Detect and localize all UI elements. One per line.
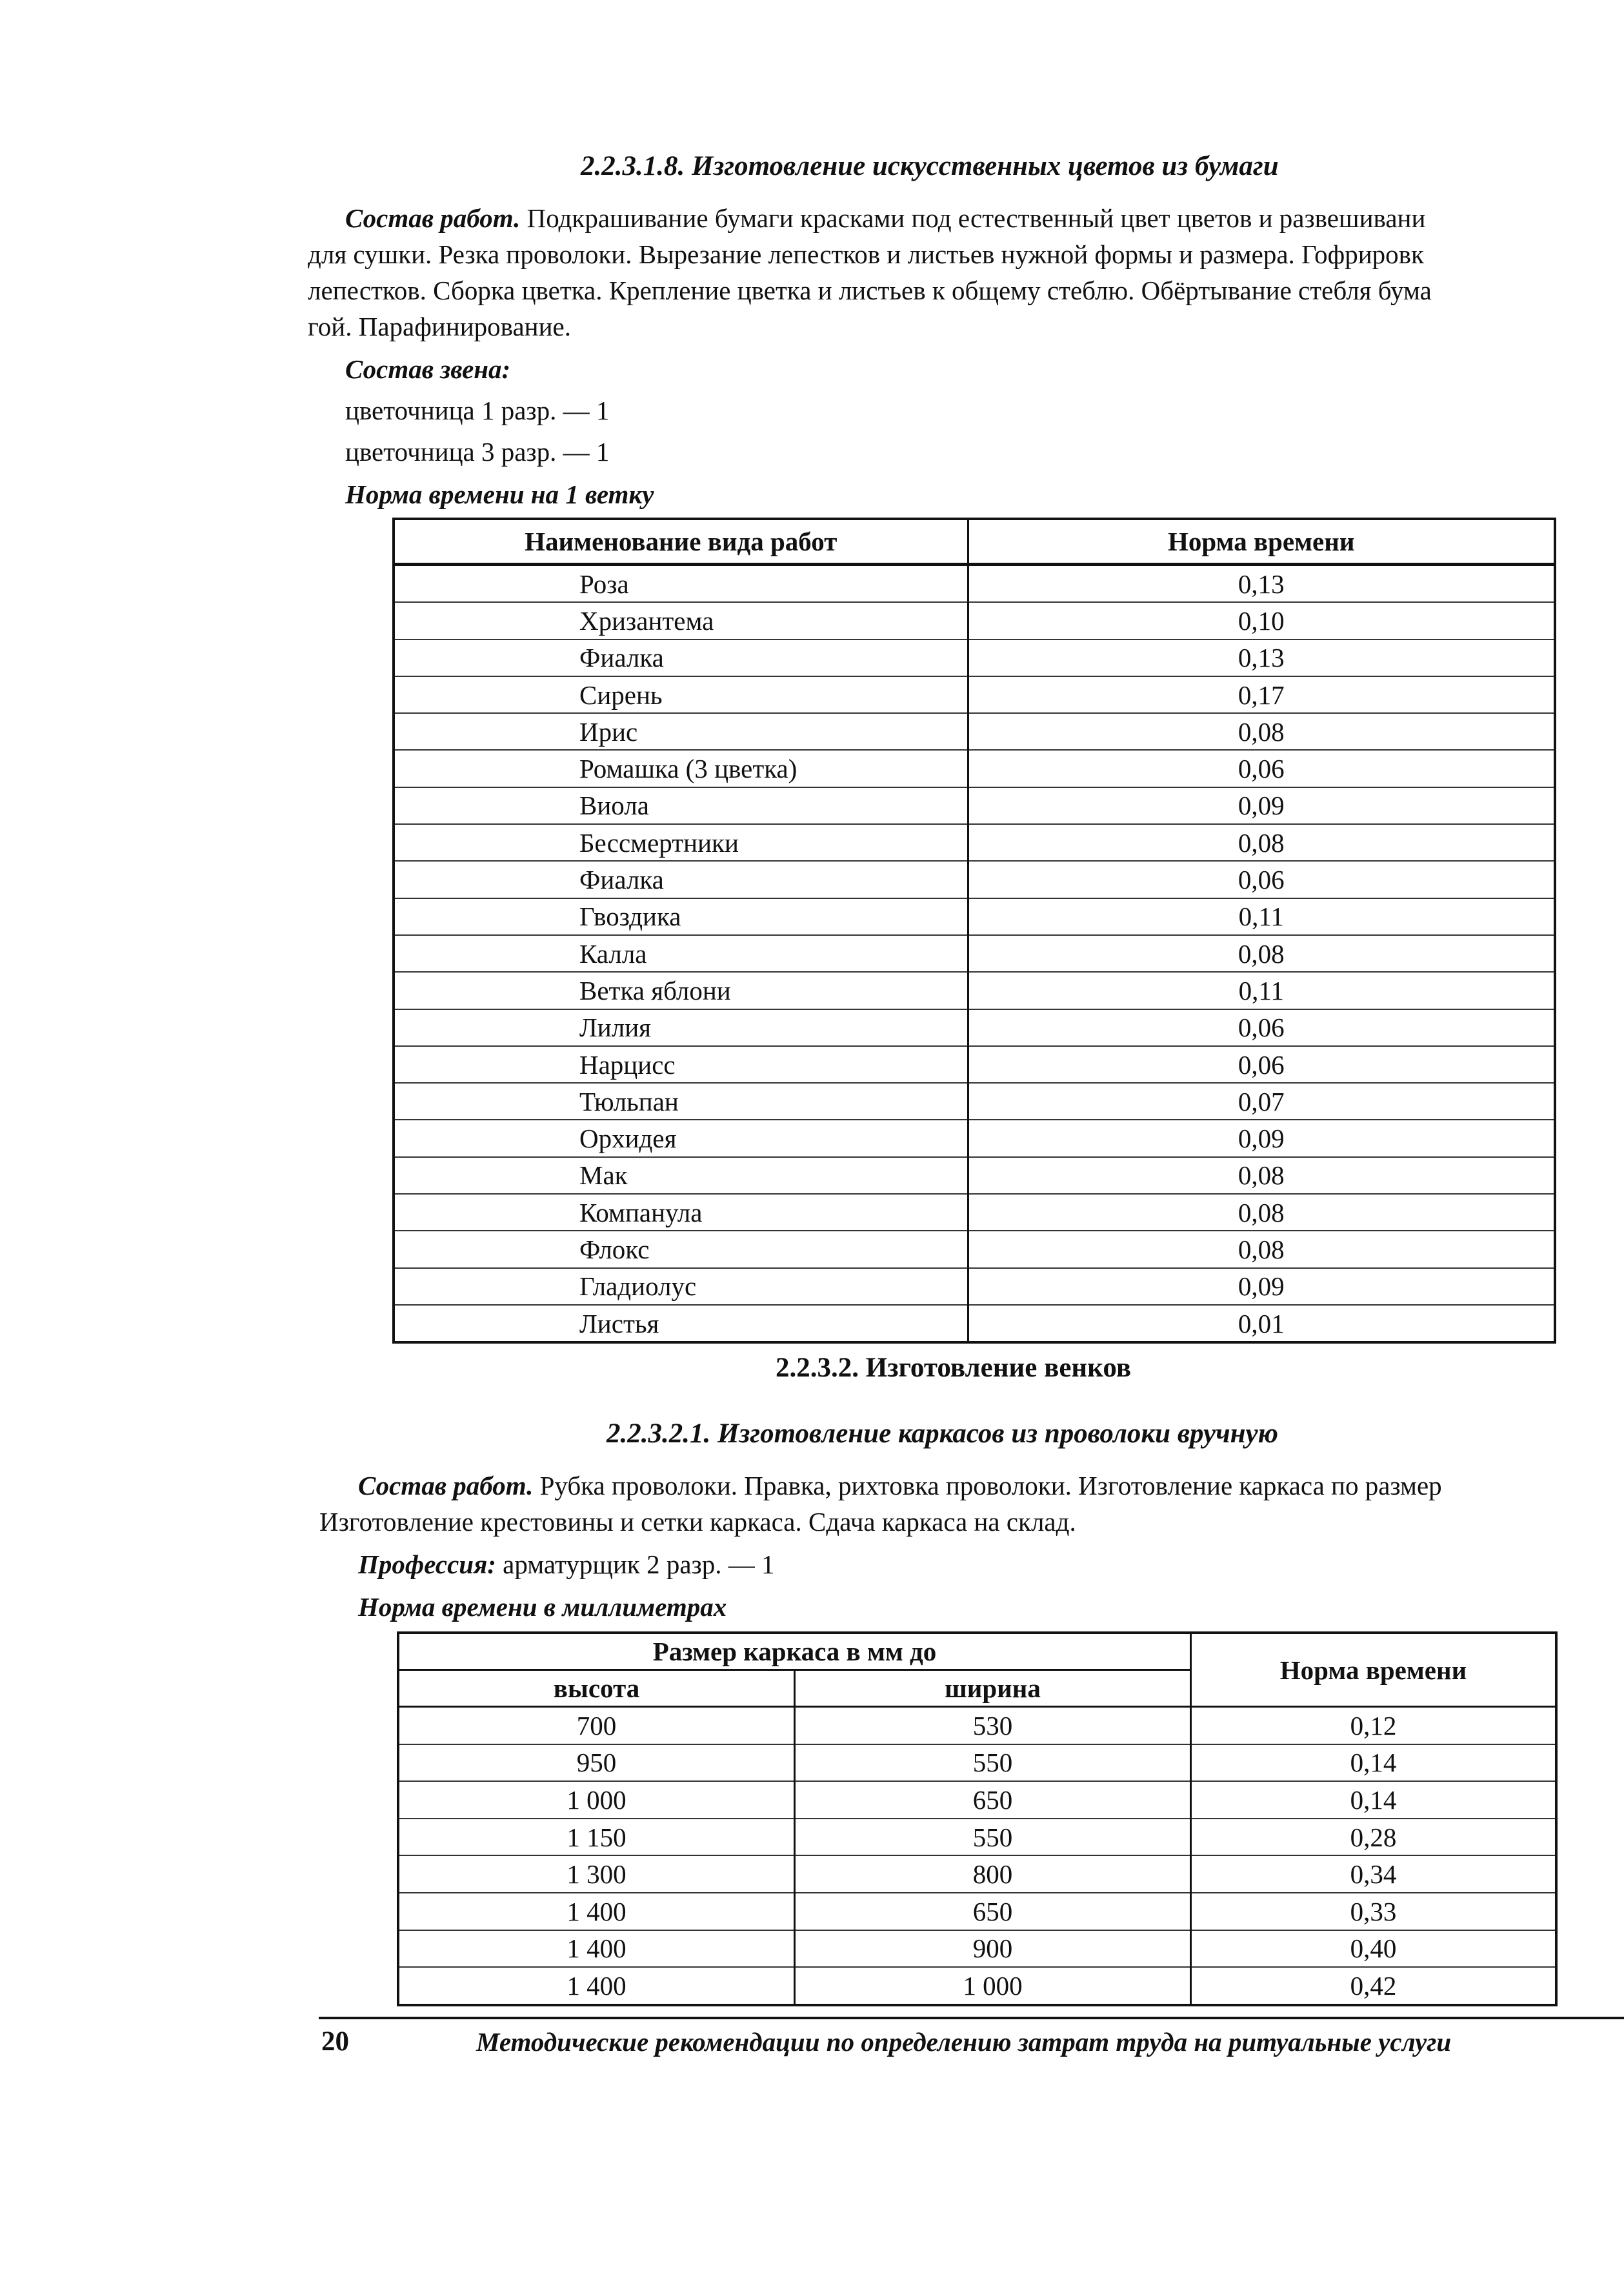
work-name-cell: Ветка яблони — [394, 972, 968, 1009]
table-row — [394, 676, 1555, 713]
width-cell: 650 — [795, 1893, 1191, 1930]
table-row — [394, 1305, 1555, 1342]
work-label: Состав работ. — [345, 203, 521, 233]
table-row — [394, 750, 1555, 787]
work-name-cell: Лилия — [394, 1009, 968, 1046]
table-row — [394, 565, 1555, 603]
frame-norms-table — [397, 1631, 1558, 2006]
work2-label: Состав работ. — [358, 1471, 534, 1500]
work-name-cell: Фиалка — [394, 640, 968, 676]
table-row — [394, 1083, 1555, 1120]
width-cell: 530 — [795, 1707, 1191, 1744]
table-row — [394, 1194, 1555, 1231]
width-cell: 550 — [795, 1744, 1191, 1782]
table2-header-row-1 — [398, 1633, 1556, 1670]
crew-member-2: цветочница 3 разр. — 1 — [345, 437, 610, 467]
page-number: 20 — [321, 2026, 349, 2057]
work-name-cell: Хризантема — [394, 602, 968, 639]
table-row — [394, 602, 1555, 639]
time-norm-cell: 0,09 — [968, 1268, 1555, 1305]
work-name-cell: Мак — [394, 1157, 968, 1194]
time-norm-cell: 0,08 — [968, 824, 1555, 861]
table-row — [394, 824, 1555, 861]
time-norm-cell: 0,01 — [968, 1305, 1555, 1342]
time-norm-cell: 0,09 — [968, 1120, 1555, 1156]
profession-value: арматурщик 2 разр. — 1 — [496, 1549, 775, 1579]
work2-text-1: Рубка проволоки. Правка, рихтовка проволоки. Изготовление каркаса по размер — [533, 1471, 1442, 1500]
profession-label: Профессия: — [358, 1549, 496, 1579]
time-norm-cell: 0,08 — [968, 1157, 1555, 1194]
height-cell: 950 — [398, 1744, 795, 1782]
work-name-cell: Виола — [394, 787, 968, 824]
table-row — [394, 1046, 1555, 1083]
work2-description-line-1 — [358, 1465, 1442, 1506]
norm-label-mm: Норма времени в миллиметрах — [358, 1592, 727, 1622]
work-name-cell: Тюльпан — [394, 1083, 968, 1120]
work-name-cell: Роза — [394, 565, 968, 603]
time-norm-cell: 0,08 — [968, 935, 1555, 972]
crew-label: Состав звена: — [345, 354, 511, 384]
footer-title: Методические рекомендации по определению затрат труда на ритуальные услуги — [476, 2027, 1452, 2057]
work-description-line-1 — [345, 197, 1425, 239]
norm-cell: 0,14 — [1191, 1744, 1557, 1782]
work-name-cell: Калла — [394, 935, 968, 972]
norm-cell: 0,28 — [1191, 1819, 1557, 1856]
height-cell: 1 300 — [398, 1855, 795, 1893]
time-norm-cell: 0,10 — [968, 602, 1555, 639]
work-description-line-2: для сушки. Резка проволоки. Вырезание лепестков и листьев нужной формы и размера. Гофрировк — [308, 239, 1424, 269]
work-name-cell: Орхидея — [394, 1120, 968, 1156]
subsection-heading-frames: 2.2.3.2.1. Изготовление каркасов из проволоки вручную — [606, 1418, 1278, 1449]
height-cell: 1 400 — [398, 1893, 795, 1930]
crew-member-1: цветочница 1 разр. — 1 — [345, 396, 610, 425]
header-height: высота — [398, 1670, 795, 1707]
table-row — [398, 1930, 1556, 1968]
time-norm-cell: 0,11 — [968, 898, 1555, 935]
work-name-cell: Сирень — [394, 676, 968, 713]
table-row — [398, 1744, 1556, 1782]
time-norm-cell: 0,06 — [968, 861, 1555, 898]
section-heading-wreaths: 2.2.3.2. Изготовление венков — [776, 1353, 1132, 1383]
work-name-cell: Ромашка (3 цветка) — [394, 750, 968, 787]
work-name-cell: Гладиолус — [394, 1268, 968, 1305]
work2-description-line-2: Изготовление крестовины и сетки каркаса. Сдача каркаса на склад. — [319, 1507, 1076, 1537]
work-name-cell: Ирис — [394, 713, 968, 750]
time-norm-cell: 0,17 — [968, 676, 1555, 713]
work-name-cell: Нарцисс — [394, 1046, 968, 1083]
work-name-cell: Компанула — [394, 1194, 968, 1231]
header-norm: Норма времени — [1191, 1633, 1557, 1707]
table-header-row — [394, 519, 1555, 565]
work-name-cell: Бессмертники — [394, 824, 968, 861]
time-norm-cell: 0,11 — [968, 972, 1555, 1009]
header-width: ширина — [795, 1670, 1191, 1707]
norm-label-per-branch: Норма времени на 1 ветку — [345, 479, 654, 509]
time-norm-cell: 0,13 — [968, 565, 1555, 603]
norm-cell: 0,42 — [1191, 1967, 1557, 2005]
time-norm-cell: 0,06 — [968, 1009, 1555, 1046]
table-row — [394, 1120, 1555, 1156]
height-cell: 700 — [398, 1707, 795, 1744]
norm-cell: 0,12 — [1191, 1707, 1557, 1744]
time-norm-cell: 0,08 — [968, 713, 1555, 750]
norm-cell: 0,34 — [1191, 1855, 1557, 1893]
flower-norms-table — [392, 518, 1556, 1344]
width-cell: 1 000 — [795, 1967, 1191, 2005]
table-row — [398, 1819, 1556, 1856]
work-name-cell: Флокс — [394, 1231, 968, 1267]
work-name-cell: Фиалка — [394, 861, 968, 898]
table-row — [394, 713, 1555, 750]
time-norm-cell: 0,06 — [968, 750, 1555, 787]
work-name-cell: Гвоздика — [394, 898, 968, 935]
work-description-line-3: лепестков. Сборка цветка. Крепление цветка и листьев к общему стеблю. Обёртывание стебля бума — [308, 276, 1432, 305]
table-row — [398, 1855, 1556, 1893]
table-row — [394, 861, 1555, 898]
width-cell: 650 — [795, 1781, 1191, 1819]
norm-cell: 0,14 — [1191, 1781, 1557, 1819]
height-cell: 1 150 — [398, 1819, 795, 1856]
table-row — [398, 1967, 1556, 2005]
table-row — [394, 898, 1555, 935]
table-row — [394, 640, 1555, 676]
header-work-name: Наименование вида работ — [394, 519, 968, 565]
section-heading-paper-flowers: 2.2.3.1.8. Изготовление искусственных цветов из бумаги — [581, 151, 1279, 181]
table-row — [398, 1781, 1556, 1819]
profession-line — [358, 1544, 774, 1585]
work-name-cell: Листья — [394, 1305, 968, 1342]
footer-rule — [319, 2017, 1624, 2019]
height-cell: 1 000 — [398, 1781, 795, 1819]
time-norm-cell: 0,09 — [968, 787, 1555, 824]
table-row — [394, 1009, 1555, 1046]
width-cell: 900 — [795, 1930, 1191, 1968]
norm-cell: 0,33 — [1191, 1893, 1557, 1930]
header-frame-size: Размер каркаса в мм до — [398, 1633, 1191, 1670]
table-row — [394, 1231, 1555, 1267]
table-row — [394, 1268, 1555, 1305]
header-time-norm: Норма времени — [968, 519, 1555, 565]
table-row — [398, 1707, 1556, 1744]
width-cell: 800 — [795, 1855, 1191, 1893]
time-norm-cell: 0,08 — [968, 1231, 1555, 1267]
table-row — [394, 935, 1555, 972]
height-cell: 1 400 — [398, 1967, 795, 2005]
table-row — [394, 972, 1555, 1009]
time-norm-cell: 0,06 — [968, 1046, 1555, 1083]
norm-cell: 0,40 — [1191, 1930, 1557, 1968]
time-norm-cell: 0,08 — [968, 1194, 1555, 1231]
time-norm-cell: 0,13 — [968, 640, 1555, 676]
work-text-1: Подкрашивание бумаги красками под естественный цвет цветов и развешивани — [520, 203, 1426, 233]
table-row — [394, 1157, 1555, 1194]
table-row — [398, 1893, 1556, 1930]
time-norm-cell: 0,07 — [968, 1083, 1555, 1120]
height-cell: 1 400 — [398, 1930, 795, 1968]
table-row — [394, 787, 1555, 824]
width-cell: 550 — [795, 1819, 1191, 1856]
work-description-line-4: гой. Парафинирование. — [308, 312, 571, 341]
